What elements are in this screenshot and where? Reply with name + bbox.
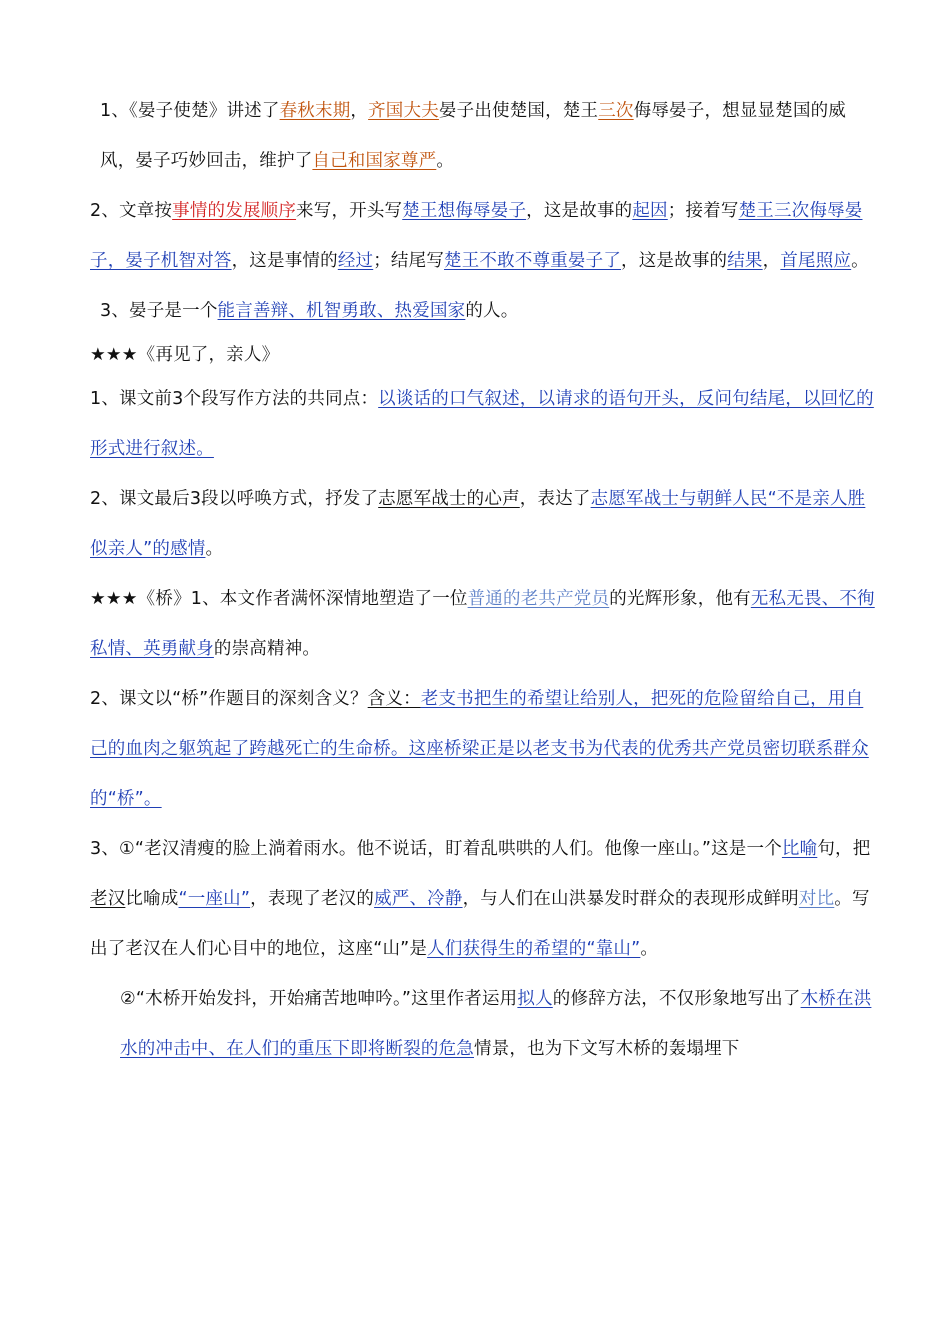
text: 的崇高精神。: [213, 639, 321, 659]
text: ，这是事情的: [231, 251, 338, 271]
text: 。: [640, 939, 659, 959]
text: ，表达了: [519, 489, 591, 509]
text: 2、课文最后3段以呼唤方式，抒发了: [90, 489, 379, 509]
text: ，: [350, 101, 369, 121]
underlined-answer: 能言善辩、机智勇敢、热爱国家: [217, 301, 466, 321]
underlined-answer: 老支书把生的希望让给别人，把死的危险留给自己，用自己的血肉之躯筑起了跨越死亡的生命桥。这座桥梁正是以老支书为代表的优秀共产党员密切联系群众的“桥”。: [90, 689, 869, 809]
underlined-answer: 威严、冷静: [374, 889, 463, 909]
text: 3、晏子是一个: [100, 301, 218, 321]
underlined-answer: 楚王三次侮辱晏子，晏子机智对答: [90, 201, 863, 271]
underlined-answer: 楚王想侮辱晏子: [402, 201, 527, 221]
text: 1、课文前3个段写作方法的共同点：: [90, 389, 379, 409]
text: ，与人们在山洪暴发时群众的表现形成鲜明: [462, 889, 799, 909]
text: 。: [205, 539, 224, 559]
text: 。: [851, 251, 869, 271]
text: 的人。: [465, 301, 519, 321]
text: ，这是故事的: [621, 251, 728, 271]
underlined-answer: 事情的发展顺序: [172, 201, 297, 221]
text: 。写出了老汉在人们心目中的地位，这座“山”是: [90, 889, 870, 959]
text: 句，把: [817, 839, 871, 859]
underlined-answer: 春秋末期: [279, 101, 351, 121]
underlined-answer: 志愿军战士与朝鲜人民“不是亲人胜似亲人”的感情: [90, 489, 866, 559]
paragraph-qiao-2: [90, 674, 875, 824]
underlined-label: 含义：: [367, 689, 421, 709]
underlined-answer: 无私无畏、不徇私情、英勇献身: [90, 589, 875, 659]
text: 2、文章按: [90, 201, 173, 221]
paragraph-yanzi-2: [90, 186, 875, 286]
heading-text: ★★★《再见了，亲人》: [90, 345, 280, 365]
text: ，: [762, 251, 781, 271]
paragraph-qiao-1: [90, 574, 875, 674]
underlined-answer: 自己和国家尊严: [312, 151, 437, 171]
text: ；接着写: [667, 201, 739, 221]
underlined-answer: 齐国大夫: [368, 101, 439, 121]
underlined-answer: 起因: [632, 201, 668, 221]
text: 来写，开头写: [296, 201, 403, 221]
underlined-answer: 木桥在洪水的冲击中、在人们的重压下即将断裂的危急: [120, 989, 872, 1059]
text: 的光辉形象，他有: [609, 589, 751, 609]
paragraph-qiao-3: [90, 824, 875, 974]
text: ★★★《桥》1、本文作者满怀深情地塑造了一位: [90, 589, 468, 609]
text: 晏子出使楚国，楚王: [438, 101, 599, 121]
text: ，表现了老汉的: [250, 889, 375, 909]
text: 的修辞方法，不仅形象地写出了: [552, 989, 801, 1009]
underlined-answer: 对比: [798, 889, 835, 909]
text: 侮辱晏子，想显显楚国的威风，晏子巧妙回击，维护了: [100, 101, 847, 171]
underlined-answer: 三次: [598, 101, 634, 121]
paragraph-qiao-4: [90, 974, 875, 1074]
text: 比喻成: [125, 889, 179, 909]
text: 情景，也为下文写木桥的轰塌埋下: [474, 1039, 740, 1059]
underlined-answer: 拟人: [517, 989, 553, 1009]
text: ；结尾写: [373, 251, 445, 271]
underlined-answer: 结果: [727, 251, 763, 271]
paragraph-zaijian-2: [90, 474, 875, 574]
underlined-answer: 普通的老共产党员: [467, 589, 610, 609]
paragraph-zaijian-1: [90, 374, 875, 474]
underlined-answer: 人们获得生的希望的“靠山”: [427, 939, 641, 959]
section-heading-zaijian: [90, 336, 875, 374]
document-page: [90, 86, 875, 1074]
text: 2、课文以“桥”作题目的深刻含义？: [90, 689, 368, 709]
underlined-answer: 首尾照应: [780, 251, 852, 271]
underlined-answer: 经过: [337, 251, 374, 271]
text: 。: [436, 151, 455, 171]
text: 3、①“老汉清瘦的脸上淌着雨水。他不说话，盯着乱哄哄的人们。他像一座山。”这是一个: [90, 839, 782, 859]
paragraph-yanzi-3: [90, 286, 875, 336]
underlined-answer: “一座山”: [178, 889, 251, 909]
paragraph-yanzi-1: [90, 86, 875, 186]
text: ，这是故事的: [526, 201, 633, 221]
underlined-answer: 比喻: [781, 839, 818, 859]
underlined-answer: 老汉: [90, 889, 126, 909]
text: ②“木桥开始发抖，开始痛苦地呻吟。”这里作者运用: [120, 989, 518, 1009]
underlined-answer: 以谈话的口气叙述，以请求的语句开头，反问句结尾，以回忆的形式进行叙述。: [90, 389, 874, 459]
underlined-answer: 志愿军战士的心声: [378, 489, 520, 509]
text: 1、《晏子使楚》讲述了: [100, 101, 280, 121]
underlined-answer: 楚王不敢不尊重晏子了: [444, 251, 622, 271]
